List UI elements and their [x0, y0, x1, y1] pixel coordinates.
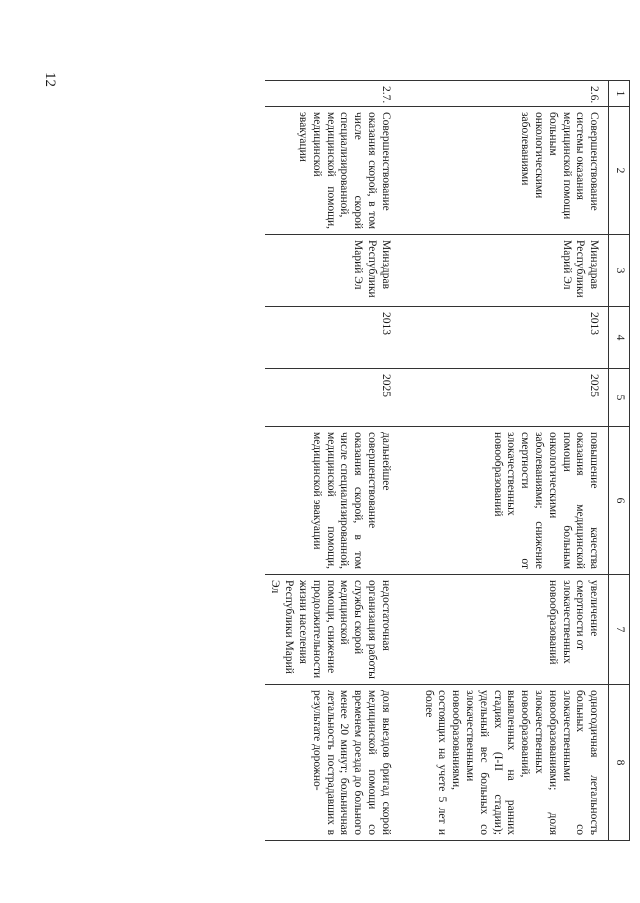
- expected-result-cell: повышение качества оказания медицинской помощи больным онкологическими заболеваниями; снижение смертности от злокачественных новообразований: [418, 427, 609, 575]
- column-number: 8: [609, 685, 630, 841]
- column-number: 2: [609, 107, 630, 235]
- start-year-cell: 2013: [265, 307, 418, 369]
- column-number: 1: [609, 81, 630, 107]
- column-number: 6: [609, 427, 630, 575]
- executor-cell: Минздрав Республики Марий Эл: [265, 235, 418, 307]
- measure-cell: Совершенствование системы оказания медицинской помощи больным онкологическими заболеваниями: [418, 107, 609, 235]
- table-row: [418, 81, 609, 841]
- column-number-row: [609, 81, 630, 841]
- program-table: [265, 80, 630, 841]
- table-row: [265, 81, 418, 841]
- indicators-cell: одногодичная летальность больных со злокачественными новообразованиями; доля злокачественных новообразований, выявленных на ранних стадиях (I-II стадии); удельный вес больных со злокачественными новообразованиями, состоящих на учете 5 лет и более: [418, 685, 609, 841]
- consequences-cell: недостаточная организация работы службы скорой медицинской помощи, снижение продолжительности жизни населения Республики Марий Эл: [265, 575, 418, 685]
- end-year-cell: 2025: [265, 369, 418, 427]
- row-number: 2.6.: [418, 81, 609, 107]
- expected-result-cell: дальнейшее совершенствование оказания скорой, в том числе специализированной, медицинской помощи, медицинской эвакуации: [265, 427, 418, 575]
- executor-cell: Минздрав Республики Марий Эл: [418, 235, 609, 307]
- document-sheet: [100, 80, 630, 840]
- column-number: 3: [609, 235, 630, 307]
- measure-cell: Совершенствование оказания скорой, в том числе скорой специализированной, медицинской помощи, медицинской эвакуации: [265, 107, 418, 235]
- column-number: 4: [609, 307, 630, 369]
- end-year-cell: 2025: [418, 369, 609, 427]
- start-year-cell: 2013: [418, 307, 609, 369]
- column-number: 5: [609, 369, 630, 427]
- indicators-cell: доля выездов бригад скорой медицинской помощи со временем доезда до больного менее 20 минут; больничная летальность пострадавших в результате дорожно-: [265, 685, 418, 841]
- column-number: 7: [609, 575, 630, 685]
- row-number: 2.7.: [265, 81, 418, 107]
- page-number: 12: [42, 72, 58, 87]
- consequences-cell: увеличение смертности от злокачественных новообразований: [418, 575, 609, 685]
